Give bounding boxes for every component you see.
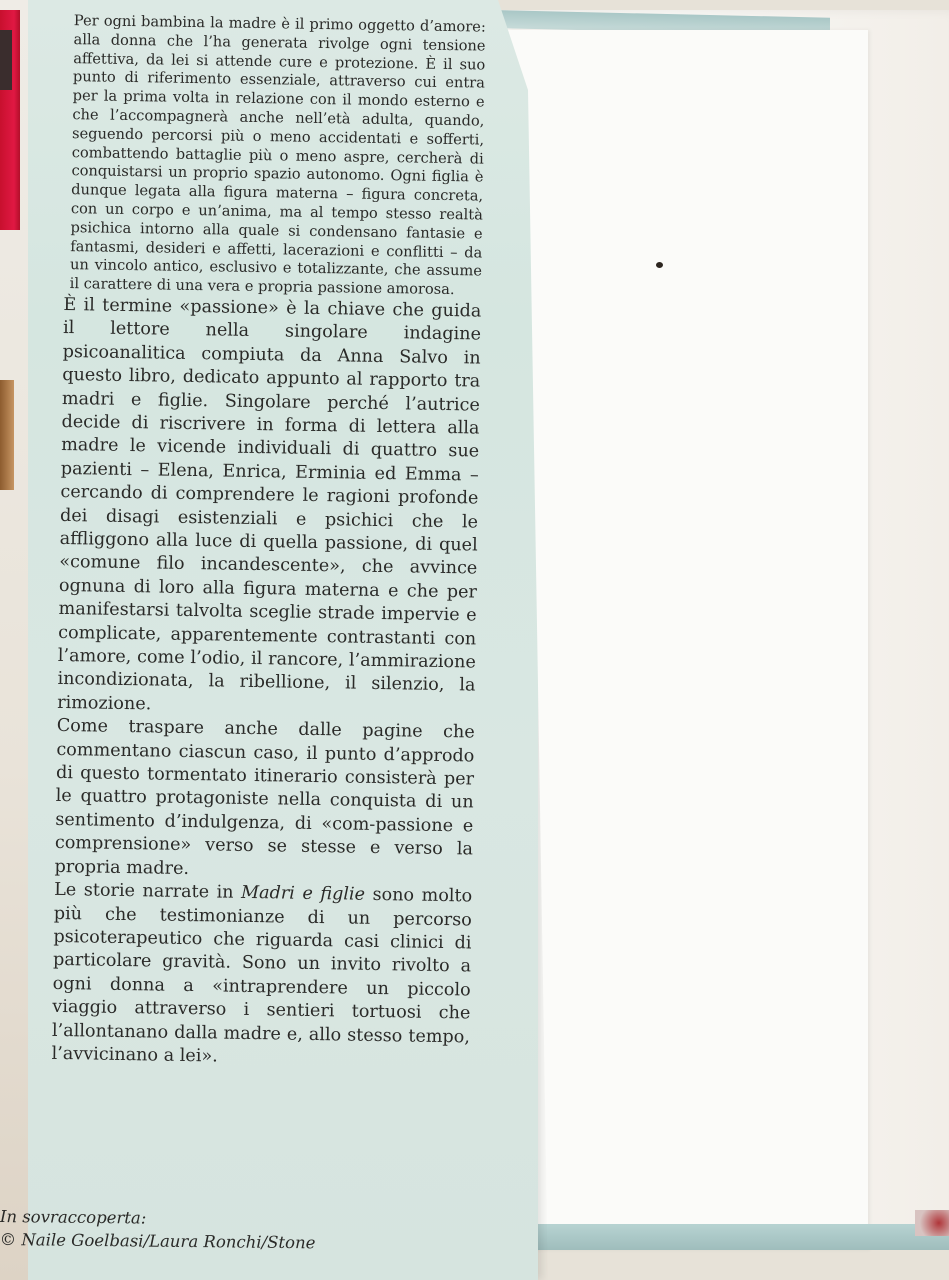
brown-book-edge (0, 380, 14, 490)
paragraph-2: È il termine «passione» è la chiave che guida il lettore nella singolare indagine psicoanalitica compiuta da Anna Salvo in questo libro, dedicato appunto al rapporto tra madri e figlie. Singolare perché l’autrice decide di riscrivere in forma di lettera alla madre le vicende individuali di quattro sue pazienti – Elena, Enrica, Erminia ed Emma – cercando di comprendere le ragioni profonde dei disagi esistenziali e psichici che le affliggono alla luce di quella passione, di quel «comune filo incandescente», che avvince ognuna di loro alla figura materna e che per manifestarsi talvolta sceglie strade impervie e complicate, apparentemente contrastanti con l’amore, come l’odio, il rancore, l’ammirazione incondizionata, la ribellione, il silenzio, la rimozione. (56, 294, 482, 715)
blank-book-page (490, 10, 949, 1250)
flap-text (51, 12, 486, 1073)
paragraph-4 (51, 879, 472, 1073)
page-bottom-edge (530, 1224, 949, 1250)
cover-credits (0, 1205, 316, 1254)
paragraph-1: Per ogni bambina la madre è il primo oggetto d’amore: alla donna che l’ha generata rivolge ogni tensione affettiva, da lei si attende cure e protezione. È il suo punto di riferimento essenziale, attraverso cui entra per la prima volta in relazione con il mondo esterno e che l’accompagnerà anche nell’età adulta, quando, seguendo percorsi più o meno accidentati e sofferti, combattendo battaglie più o meno aspre, cercherà di conquistarsi un proprio spazio autonomo. Ogni figlia è dunque legata alla figura materna – figura concreta, con un corpo e un’anima, ma al tempo stesso realtà psichica intorno alla quale si condensano fantasie e fantasmi, desideri e affetti, lacerazioni e conflitti – da un vincolo antico, esclusivo e totalizzante, che assume il carattere di una vera e propria passione amorosa. (69, 12, 486, 299)
credits-label: In sovraccoperta: (0, 1206, 147, 1228)
paragraph-4-rest: sono molto più che testimonianze di un percorso psicoterapeutico che riguarda casi clinici di particolare gravità. Sono un invito rivolto a ogni donna a «intraprendere un piccolo viaggio attraverso i sentieri tortuosi che l’allontanano dalla madre e, allo stesso tempo, l’avvicinano a lei». (51, 885, 473, 1067)
page-inner (508, 30, 868, 1250)
book-title: Madri e figlie (240, 882, 366, 905)
paragraph-4-start: Le storie narrate in (54, 880, 234, 903)
red-book-spine (0, 10, 20, 230)
ink-spot (656, 262, 663, 268)
paragraph-3: Come traspare anche dalle pagine che commentano ciascun caso, il punto d’approdo di questo tormentato itinerario consisterà per le quattro protagoniste nella conquista di un sentimento d’indulgenza, di «com-passione e comprensione» verso se stesse e verso la propria madre. (54, 716, 475, 879)
credits-photographer: © Naile Goelbasi/Laura Ronchi/Stone (0, 1229, 316, 1253)
dark-detail (0, 30, 12, 90)
red-corner-mark (915, 1210, 949, 1236)
